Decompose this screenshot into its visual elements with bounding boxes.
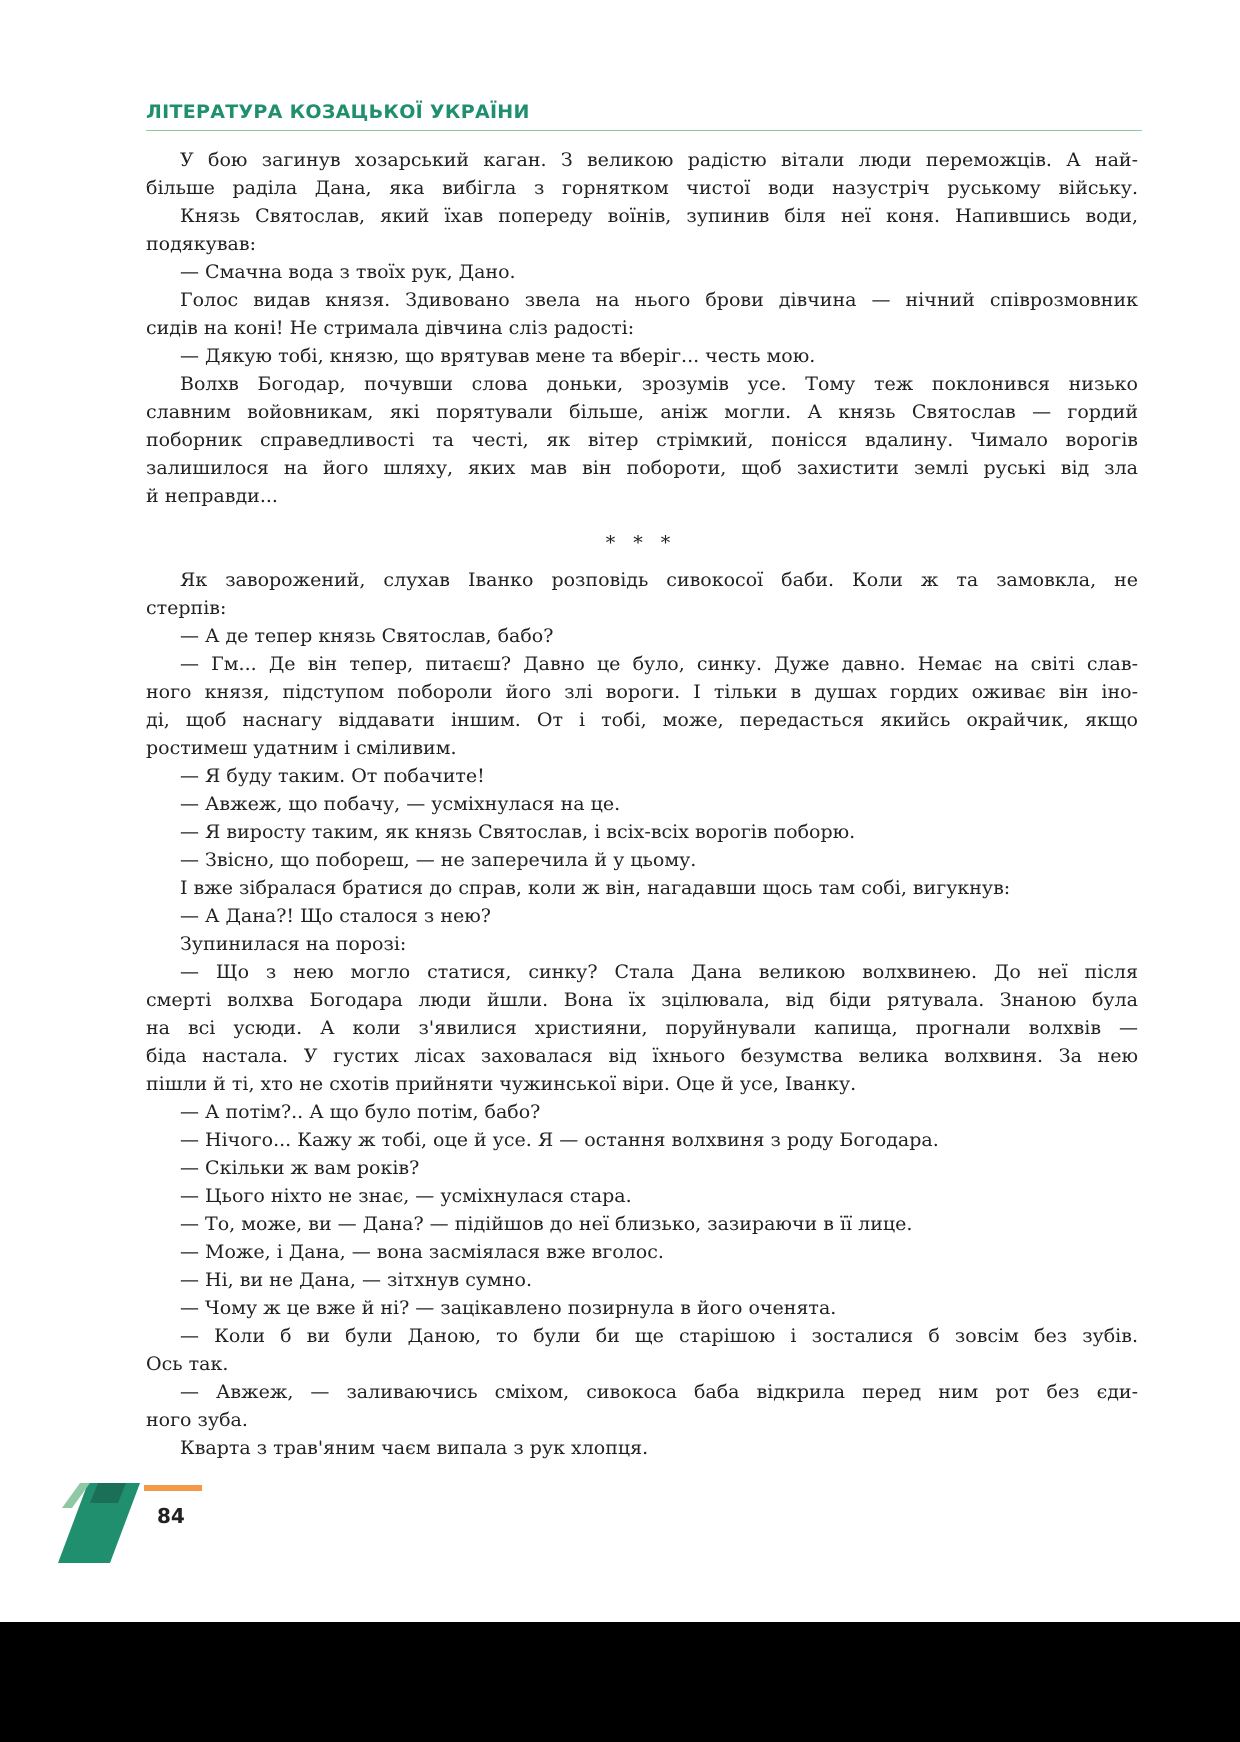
text-line: — Авжеж, що побачу, — усміхнулася на це. (180, 793, 621, 815)
bottom-black-bar (0, 1622, 1240, 1742)
text-line: — Може, і Дана, — вона засміялася вже вголос. (180, 1241, 664, 1263)
text-block-part-2 (146, 566, 1138, 1462)
text-line: Як заворожений, слухав Іванко розповідь сивокосої баби. Коли ж та замовкла, не (180, 569, 1138, 591)
text-line: — Ні, ви не Дана, — зітхнув сумно. (180, 1269, 532, 1291)
text-line: — Звісно, що побореш, — не заперечила й у цьому. (180, 849, 697, 871)
text-block-part-1 (146, 146, 1138, 510)
text-line: — А де тепер князь Святослав, бабо? (180, 625, 554, 647)
text-line: Ось так. (146, 1353, 229, 1375)
text-line: ного зуба. (146, 1409, 248, 1431)
text-line: поборник справедливості та честі, як вітер стрімкий, понісся вдалину. Чимало ворогів (146, 429, 1138, 451)
header-divider (146, 130, 1142, 131)
text-line: подякував: (146, 233, 256, 255)
text-line: — Дякую тобі, князю, що врятував мене та вберіг... честь мою. (180, 345, 816, 367)
section-title: ЛІТЕРАТУРА КОЗАЦЬКОЇ УКРАЇНИ (146, 101, 530, 123)
text-line: пішли й ті, хто не схотів прийняти чужинської віри. Оце й усе, Іванку. (146, 1073, 857, 1095)
text-line: — Я буду таким. От побачите! (180, 765, 485, 787)
text-line: більше раділа Дана, яка вибігла з горнятком чистої води назустріч руському війську. (146, 177, 1138, 199)
text-line: — Скільки ж вам років? (180, 1157, 420, 1179)
text-line: — Що з нею могло статися, синку? Стала Дана великою волхвинею. До неї після (180, 961, 1138, 983)
text-line: смерті волхва Богодара люди йшли. Вона їх зцілювала, від біди рятувала. Знаною була (146, 989, 1138, 1011)
text-line: біда настала. У густих лісах заховалася від їхнього безумства велика волхвиня. За нею (146, 1045, 1138, 1067)
text-line: — Нічого... Кажу ж тобі, оце й усе. Я — остання волхвиня з роду Богодара. (180, 1129, 939, 1151)
text-line: — То, може, ви — Дана? — підійшов до неї близько, зазираючи в її лице. (180, 1213, 913, 1235)
text-line: У бою загинув хозарський каган. З великою радістю вітали люди переможців. А най- (180, 149, 1138, 171)
text-line: — Чому ж це вже й ні? — зацікавлено позирнула в його оченята. (180, 1297, 837, 1319)
text-line: Князь Святослав, який їхав попереду воїнів, зупинив біля неї коня. Напившись води, (180, 205, 1138, 227)
text-line: — Коли б ви були Даною, то були би ще старішою і зосталися б зовсім без зубів. (180, 1325, 1138, 1347)
text-line: — А потім?.. А що було потім, бабо? (180, 1101, 541, 1123)
section-separator: * * * (605, 532, 677, 554)
text-line: ді, щоб наснагу віддавати іншим. От і тобі, може, передасться якийсь окрайчик, якщо (146, 709, 1138, 731)
stripes-logo-icon (58, 1483, 208, 1568)
text-line: на всі усюди. А коли з'явилися християни, поруйнували капища, прогнали волхвів — (146, 1017, 1138, 1039)
text-line: Зупинилася на порозі: (180, 933, 407, 955)
text-line: славним войовникам, які порятували більше, аніж могли. А князь Святослав — гордий (146, 401, 1138, 423)
text-line: залишилося на його шляху, яких мав він побороти, щоб захистити землі руські від зла (146, 457, 1138, 479)
text-line: — Я виросту таким, як князь Святослав, і всіх-всіх ворогів поборю. (180, 821, 856, 843)
text-line: — А Дана?! Що сталося з нею? (180, 905, 491, 927)
text-line: й неправди... (146, 485, 278, 507)
text-line: — Авжеж, — заливаючись сміхом, сивокоса баба відкрила перед ним рот без єди- (180, 1381, 1138, 1403)
text-line: І вже зібралася братися до справ, коли ж він, нагадавши щось там собі, вигукнув: (180, 877, 1011, 899)
text-line: — Гм... Де він тепер, питаєш? Давно це було, синку. Дуже давно. Немає на світі слав- (180, 653, 1138, 675)
text-line: стерпів: (146, 597, 227, 619)
text-line: Волхв Богодар, почувши слова доньки, зрозумів усе. Тому теж поклонився низько (180, 373, 1138, 395)
text-line: Кварта з трав'яним чаєм випала з рук хлопця. (180, 1437, 649, 1459)
page-number: 84 (157, 1504, 185, 1528)
text-line: Голос видав князя. Здивовано звела на нього брови дівчина — нічний співрозмовник (180, 289, 1138, 311)
text-line: ростимеш удатним і сміливим. (146, 737, 457, 759)
text-line: ного князя, підступом побороли його злі вороги. І тільки в душах гордих оживає він іно- (146, 681, 1138, 703)
text-line: — Смачна вода з твоїх рук, Дано. (180, 261, 516, 283)
text-line: сидів на коні! Не стримала дівчина сліз радості: (146, 317, 635, 339)
text-line: — Цього ніхто не знає, — усміхнулася стара. (180, 1185, 632, 1207)
